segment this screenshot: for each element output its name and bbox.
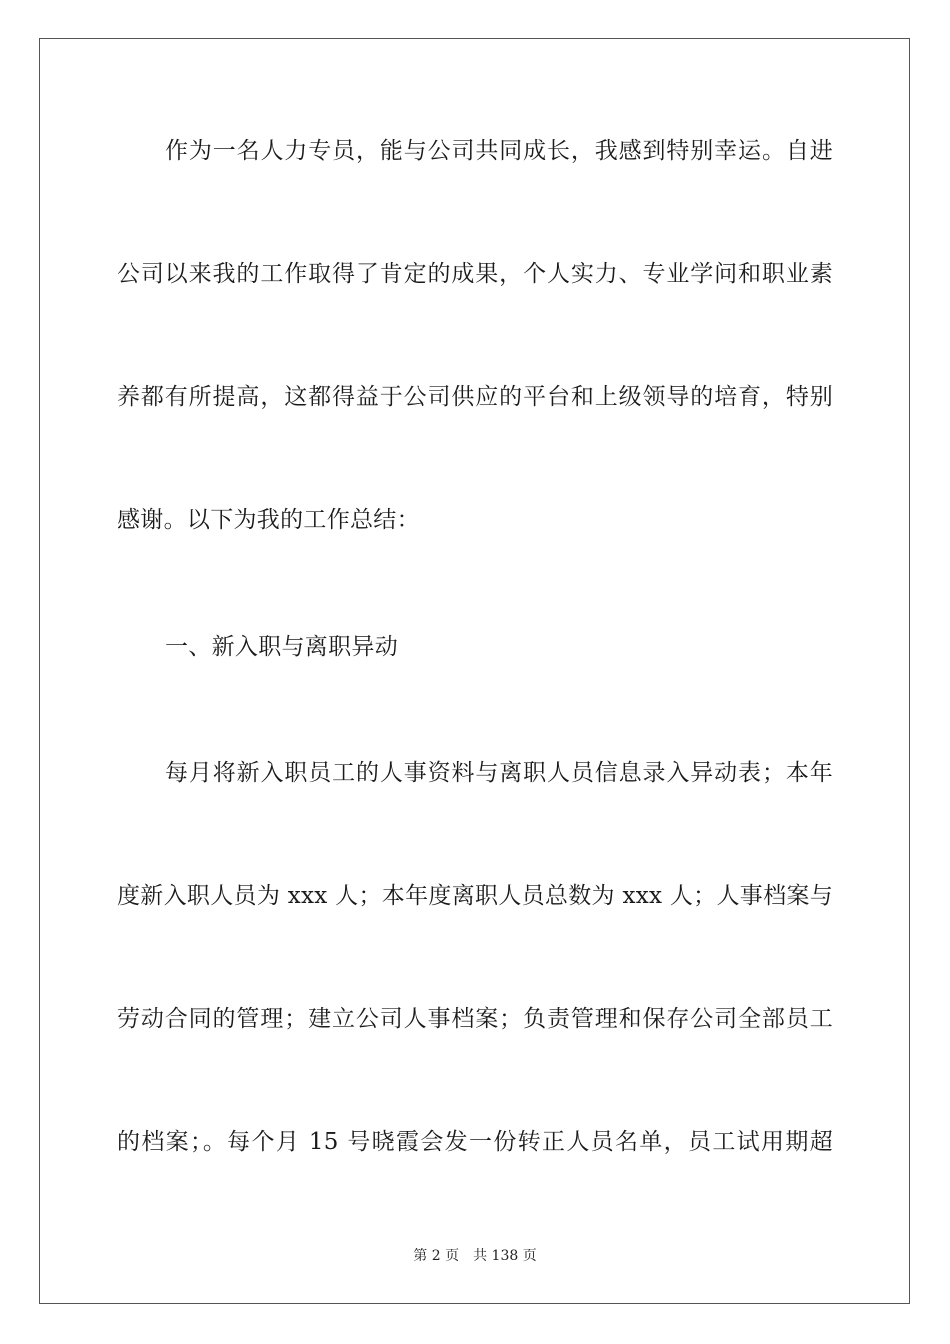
paragraph-line-8: 的档案；。每个月 15 号晓霞会发一份转正人员名单，员工试用期超 [117,1129,833,1155]
paragraph-line-7: 劳动合同的管理；建立公司人事档案；负责管理和保存公司全部员工 [117,1006,833,1032]
paragraph-line-6: 度新入职人员为 xxx 人；本年度离职人员总数为 xxx 人；人事档案与 [117,883,833,909]
paragraph-line-2: 公司以来我的工作取得了肯定的成果，个人实力、专业学问和职业素 [117,261,833,287]
page-border [39,38,910,1304]
page-footer [0,1246,950,1266]
section-heading: 一、新入职与离职异动 [165,634,398,660]
paragraph-line-3: 养都有所提高，这都得益于公司供应的平台和上级领导的培育，特别 [117,384,833,410]
page-total: 共 138 页 [473,1248,537,1264]
paragraph-line-1: 作为一名人力专员，能与公司共同成长，我感到特别幸运。自进 [165,138,833,164]
page-number: 第 2 页 [413,1248,460,1264]
paragraph-line-5: 每月将新入职员工的人事资料与离职人员信息录入异动表；本年 [165,760,833,786]
paragraph-line-4: 感谢。以下为我的工作总结： [117,507,420,533]
